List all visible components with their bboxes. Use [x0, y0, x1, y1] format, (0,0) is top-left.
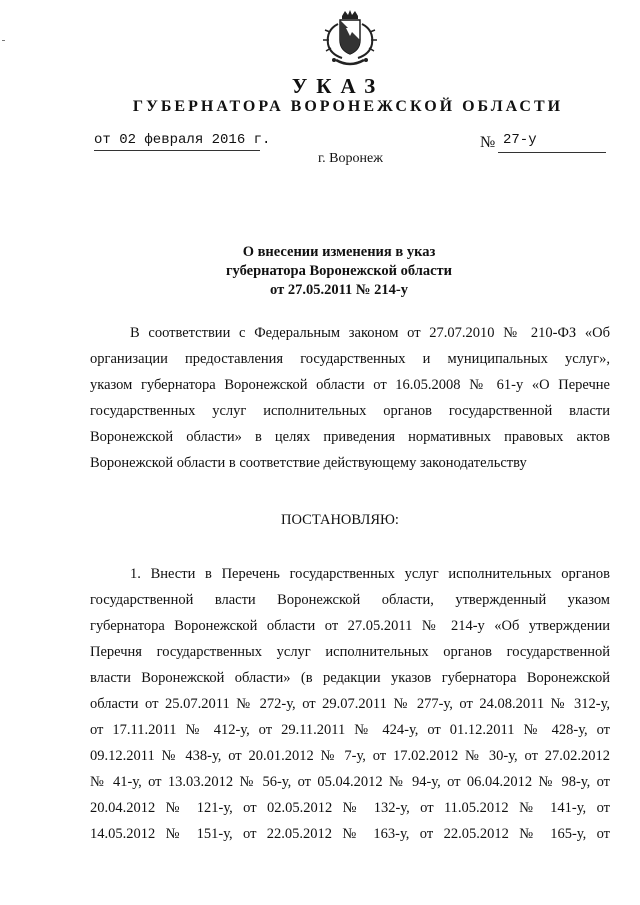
item1-line: государственной власти Воронежской области, утвержденный указом [90, 592, 610, 608]
item1-line: 14.05.2012 № 151-у, от 22.05.2012 № 163-у, от 22.05.2012 № 165-у, от [90, 826, 610, 842]
item1-line: от 17.11.2011 № 412-у, от 29.11.2011 № 424-у, от 01.12.2011 № 428-у, от [90, 722, 610, 738]
document-title: УКАЗ [291, 74, 385, 98]
item1-line: № 41-у, от 13.03.2012 № 56-у, от 05.04.2012 № 94-у, от 06.04.2012 № 98-у, от [90, 774, 610, 790]
preamble-line: государственных услуг исполнительных органов государственной власти [90, 403, 610, 419]
decree-word: ПОСТАНОВЛЯЮ: [281, 512, 399, 528]
preamble-line: Воронежской области в соответствие действующему законодательству [90, 455, 527, 471]
preamble-line: В соответствии с Федеральным законом от 27.07.2010 № 210-ФЗ «Об [130, 325, 610, 341]
subject-line: от 27.05.2011 № 214-у [270, 282, 408, 298]
subject-line: О внесении изменения в указ [242, 244, 436, 260]
item1-line: 1. Внести в Перечень государственных услуг исполнительных органов [130, 566, 610, 582]
number-underline [498, 152, 606, 153]
item1-line: Перечня государственных услуг исполнительных органов государственной [90, 644, 610, 660]
subject-line: губернатора Воронежской области [225, 263, 453, 279]
coat-of-arms-emblem [318, 10, 382, 70]
date-underline [94, 150, 260, 151]
preamble-line: организации предоставления государственных и муниципальных услуг», [90, 351, 610, 367]
item1-line: губернатора Воронежской области от 27.05.2011 № 214-у «Об утверждении [90, 618, 610, 634]
item1-line: 09.12.2011 № 438-у, от 20.01.2012 № 7-у, от 17.02.2012 № 30-у, от 27.02.2012 [90, 748, 610, 764]
preamble-line: Воронежской области» в целях приведения нормативных правовых актов [90, 429, 610, 445]
document-subtitle: ГУБЕРНАТОРА ВОРОНЕЖСКОЙ ОБЛАСТИ [132, 98, 564, 115]
item1-line: 20.04.2012 № 121-у, от 02.05.2012 № 132-у, от 11.05.2012 № 141-у, от [90, 800, 610, 816]
item1-line: области от 25.07.2011 № 272-у, от 29.07.2011 № 277-у, от 24.08.2011 № 312-у, [90, 696, 610, 712]
item1-line: власти Воронежской области» (в редакции указов губернатора Воронежской [90, 670, 610, 686]
document-date: от 02 февраля 2016 г. [94, 132, 271, 148]
document-number: 27-у [503, 132, 537, 148]
preamble-line: указом губернатора Воронежской области от 16.05.2008 № 61-у «О Перечне [90, 377, 610, 393]
margin-mark [2, 40, 5, 41]
number-sign: № [480, 134, 496, 151]
document-city: г. Воронеж [318, 151, 383, 166]
